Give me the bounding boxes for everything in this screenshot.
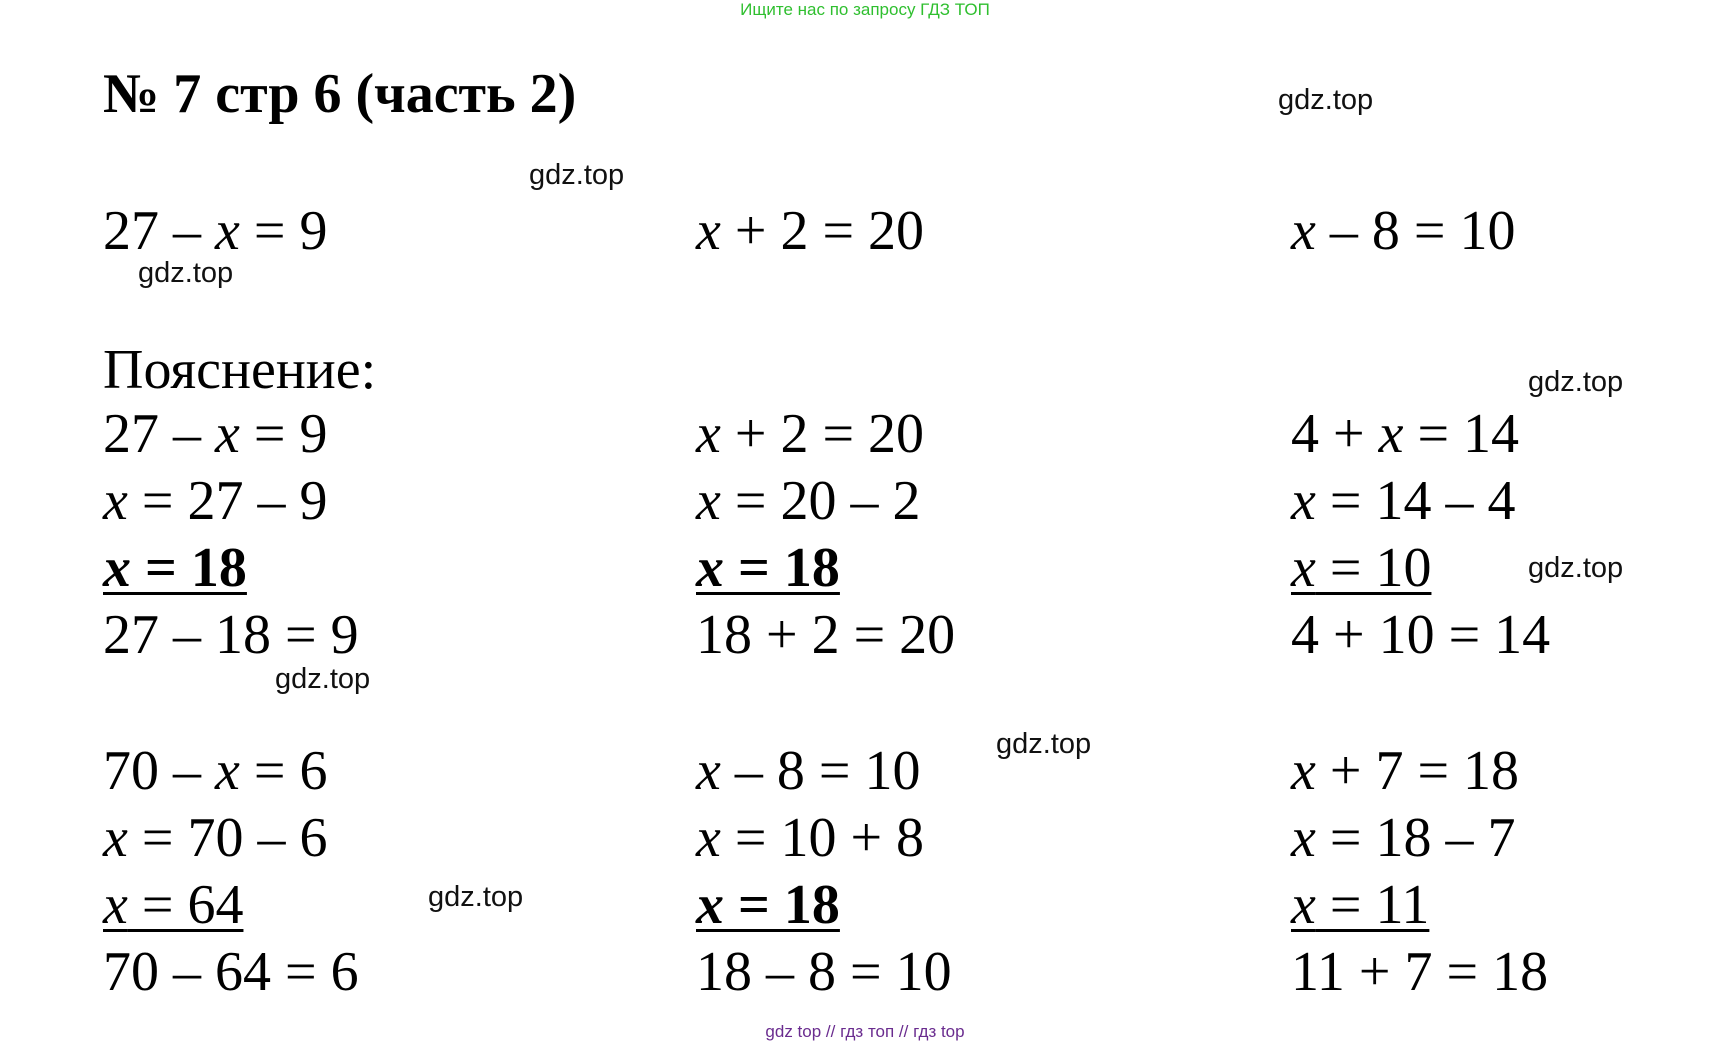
solution-line: x = 70 – 6: [103, 807, 328, 869]
solution-answer: x = 18: [696, 537, 840, 599]
solution-line: x = 20 – 2: [696, 470, 921, 532]
watermark: gdz.top: [138, 257, 234, 289]
solution-check: 11 + 7 = 18: [1291, 941, 1549, 1003]
watermark: gdz.top: [1278, 84, 1374, 116]
watermark: gdz.top: [529, 159, 625, 191]
watermark: gdz.top: [275, 663, 371, 695]
solution-check: 4 + 10 = 14: [1291, 604, 1551, 666]
solution-answer: x = 18: [103, 537, 247, 599]
task-equation-1: 27 – x = 9: [103, 200, 328, 262]
solution-line: x = 10 + 8: [696, 807, 925, 869]
task-equation-2: x + 2 = 20: [696, 200, 925, 262]
solution-check: 18 – 8 = 10: [696, 941, 952, 1003]
task-equation-3: x – 8 = 10: [1291, 200, 1516, 262]
watermark: gdz.top: [1528, 366, 1624, 398]
solution-line: x + 7 = 18: [1291, 740, 1520, 802]
top-banner[interactable]: Ищите нас по запросу ГДЗ ТОП: [740, 0, 990, 19]
footer-links[interactable]: gdz top // гдз топ // гдз top: [765, 1022, 965, 1041]
page-title: № 7 стр 6 (часть 2): [103, 63, 577, 125]
explanation-label: Пояснение:: [103, 339, 377, 401]
solution-answer: x = 64: [103, 874, 244, 936]
solution-check: 27 – 18 = 9: [103, 604, 359, 666]
solution-check: 70 – 64 = 6: [103, 941, 359, 1003]
solution-line: x + 2 = 20: [696, 403, 925, 465]
solution-line: x = 14 – 4: [1291, 470, 1516, 532]
watermark: gdz.top: [1528, 552, 1624, 584]
solution-answer: x = 11: [1291, 874, 1430, 936]
solution-answer: x = 10: [1291, 537, 1432, 599]
solution-answer: x = 18: [696, 874, 840, 936]
solution-line: x = 27 – 9: [103, 470, 328, 532]
solution-line: x – 8 = 10: [696, 740, 921, 802]
solution-line: 4 + x = 14: [1291, 403, 1520, 465]
solution-check: 18 + 2 = 20: [696, 604, 956, 666]
solution-line: 27 – x = 9: [103, 403, 328, 465]
solution-line: x = 18 – 7: [1291, 807, 1516, 869]
solution-line: 70 – x = 6: [103, 740, 328, 802]
watermark: gdz.top: [428, 881, 524, 913]
watermark: gdz.top: [996, 728, 1092, 760]
